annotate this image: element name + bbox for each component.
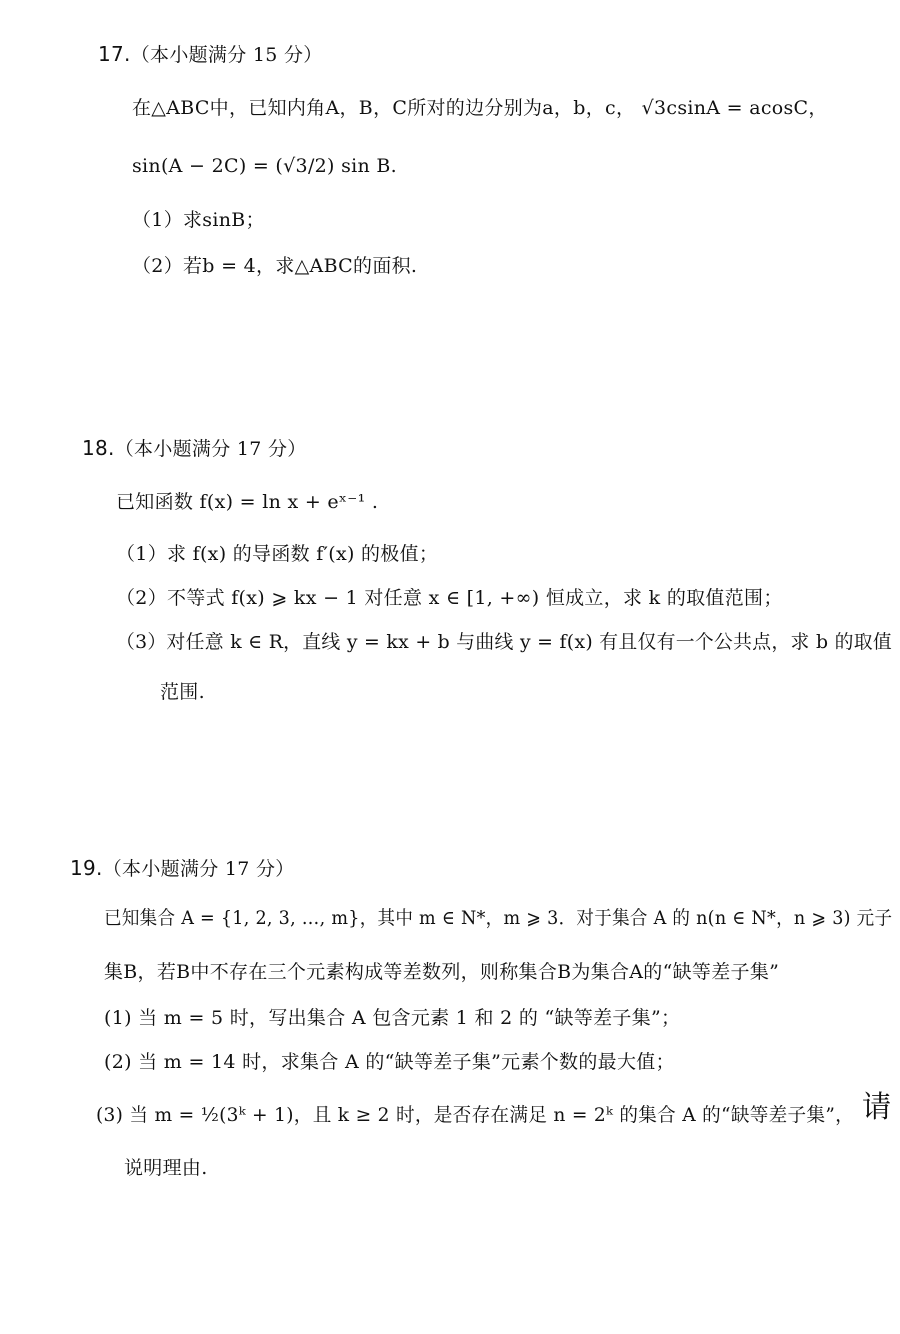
- question-19-part-1: (1) 当 m = 5 时，写出集合 A 包含元素 1 和 2 的 “缺等差子集”；: [104, 1007, 681, 1029]
- question-18-part-2: （2）不等式 f(x) ⩾ kx − 1 对任意 x ∈ [1, +∞) 恒成立，求 k 的取值范围；: [116, 587, 783, 609]
- question-19-number: 19.: [70, 856, 103, 880]
- question-17-stem-1: 在△ABC中，已知内角A，B，C所对的边分别为a，b，c， √3csinA = acosC，: [132, 97, 828, 119]
- question-18-header: （本小题满分 17 分）: [114, 438, 307, 460]
- question-18-stem: 已知函数 f(x) = ln x + eˣ⁻¹ .: [116, 491, 379, 513]
- question-17-stem-2: sin(A − 2C) = (√3/2) sin B.: [132, 155, 397, 177]
- question-18-part-3: （3）对任意 k ∈ R，直线 y = kx + b 与曲线 y = f(x) 有且仅有一个公共点，求 b 的取值: [116, 631, 892, 653]
- question-19-part-3-cont: 说明理由.: [124, 1157, 208, 1179]
- question-17-header: （本小题满分 15 分）: [130, 44, 323, 66]
- question-19-part-3-end: 请: [861, 1090, 892, 1125]
- question-19-stem-1: 已知集合 A = {1, 2, 3, …, m}，其中 m ∈ N*，m ⩾ 3．对于集合 A 的 n(n ∈ N*，n ⩾ 3) 元子: [104, 907, 893, 929]
- question-17-part-1: （1）求sinB；: [132, 209, 265, 231]
- question-19-part-3: (3) 当 m = ½(3ᵏ + 1)，且 k ≥ 2 时，是否存在满足 n = 2ᵏ 的集合 A 的“缺等差子集”，: [96, 1104, 855, 1126]
- question-19-header: （本小题满分 17 分）: [102, 858, 295, 880]
- question-19-part-2: (2) 当 m = 14 时，求集合 A 的“缺等差子集”元素个数的最大值；: [104, 1051, 675, 1073]
- question-17-part-2: （2）若b = 4，求△ABC的面积.: [132, 255, 418, 277]
- question-18-part-3-cont: 范围.: [160, 681, 205, 703]
- question-18-part-1: （1）求 f(x) 的导函数 f′(x) 的极值；: [116, 543, 439, 565]
- question-19-stem-2: 集B，若B中不存在三个元素构成等差数列，则称集合B为集合A的“缺等差子集”: [104, 961, 780, 983]
- question-17-number: 17.: [98, 42, 131, 66]
- question-18-number: 18.: [82, 436, 115, 460]
